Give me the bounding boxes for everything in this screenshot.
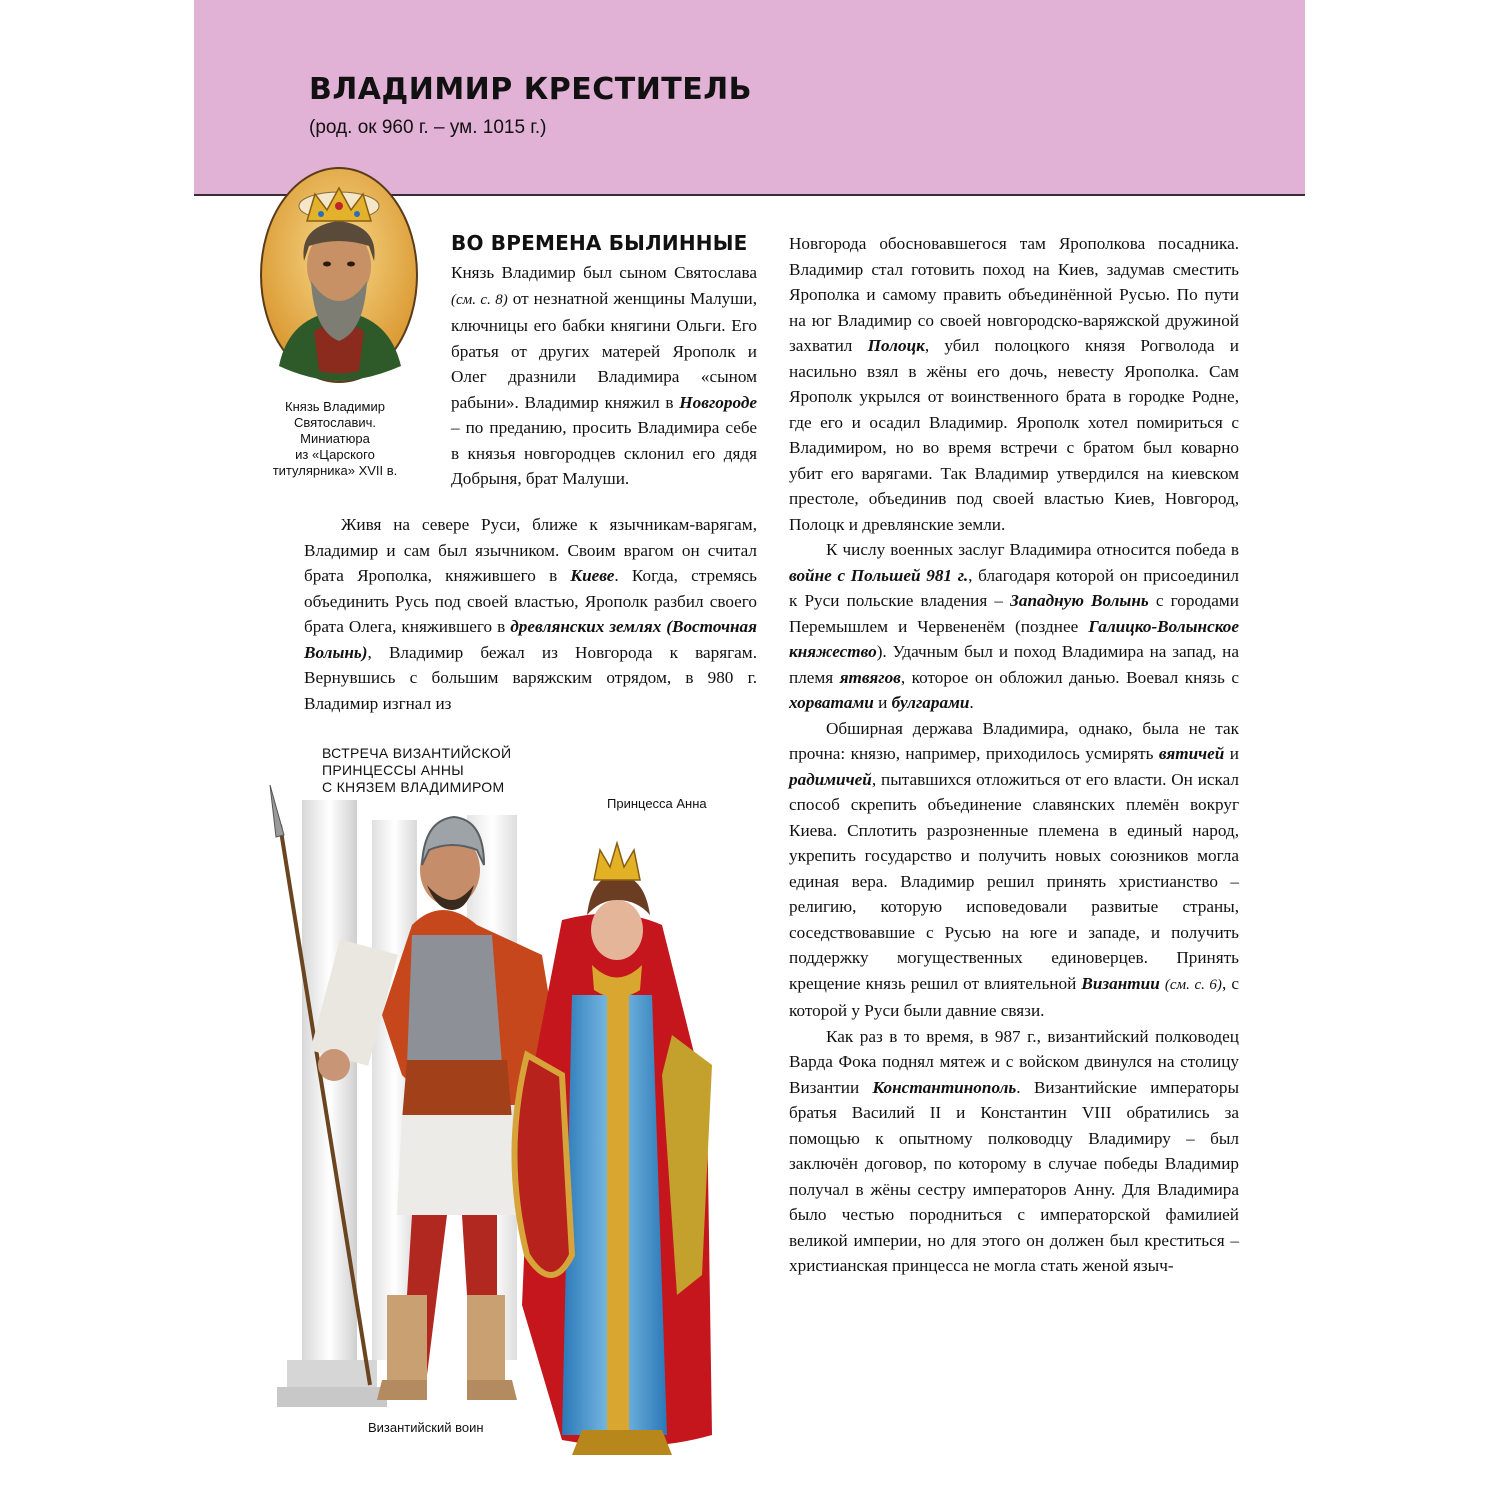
text-run: поднял мятеж и с войском двинулся на столицу Византии [789, 1052, 1240, 1097]
text-run: Обширная держава Владимира, однако, была не так прочна: князю, например, приходилось усмирять [789, 718, 1239, 763]
text-run: , где его и осадил Владимир. Ярополк хотел помириться с Владимиром, но во время встречи с братом был коварно убит его варягами. Так Владимир утвердился на киевском престоле, объединив под своей властью Киев, Новгород, Полоцк и древлянские земли. [789, 387, 1239, 534]
text-run: (см. с. 8) [451, 291, 508, 308]
illustration-title-line: ВСТРЕЧА ВИЗАНТИЙСКОЙ [322, 745, 512, 761]
column-left-bottom [304, 512, 757, 716]
text-run: и [941, 1103, 981, 1122]
text-run: Константинополь [872, 1077, 1017, 1097]
page [194, 0, 1305, 1500]
text-run: Малуши [690, 288, 753, 308]
text-run: древлянских землях (Восточная Волынь) [304, 617, 757, 662]
page-title: ВЛАДИМИР КРЕСТИТЕЛЬ [309, 72, 753, 107]
text-run: (позднее [1004, 616, 1089, 636]
text-run: Перемышлем [789, 616, 889, 636]
text-run: , брат Малуши. [517, 469, 630, 488]
text-run: , с которой у Руси были давние связи. [789, 973, 1239, 1020]
text-run: . Византийские императоры братья [789, 1077, 1239, 1122]
text-run: и [735, 341, 757, 361]
text-run: Червененём [917, 616, 1005, 636]
caption-line: Князь Владимир [285, 399, 385, 414]
text-run: Полоцк [867, 336, 925, 355]
text-run: . Для Владимира было честью породниться с императорской фамилией великой империи, но для этого он должен был креститься – христианская принцесса не могла стать женой языч- [789, 1179, 1239, 1275]
text-run: Олег [451, 367, 487, 386]
paragraph [789, 537, 1239, 716]
text-run: Святослава [674, 263, 757, 282]
portrait-caption [260, 399, 410, 479]
text-run: . Его братья от других матерей [451, 316, 757, 361]
paragraph [451, 260, 757, 492]
text-run: Родне [1191, 387, 1235, 406]
text-run: Владимир [501, 263, 576, 282]
text-run: ). Удачным был и поход Владимира на запад, на племя [789, 642, 1239, 687]
text-run: от незнатной женщины [507, 288, 691, 308]
text-run: , Владимир бежал из Новгорода к варягам. Вернувшись с большим варяжским отрядом, в 980 г. Владимир изгнал из [304, 642, 757, 713]
paragraph [304, 512, 757, 716]
text-run: Новгороде [679, 392, 757, 412]
text-run: Князь [451, 263, 502, 282]
text-run: . Когда, стремясь объединить Русь под своей властью, Ярополк разбил своего брата Олега, княжившего в [304, 566, 757, 636]
text-run: дразнили Владимира «сыном рабыни». Владимир княжил в [451, 367, 757, 412]
text-run: и [888, 616, 918, 636]
text-run: с городами [1148, 591, 1240, 610]
text-run: Византии [1081, 973, 1160, 993]
text-run: Рогволода [1140, 336, 1215, 355]
label-byzantine-warrior: Византийский воин [368, 1420, 484, 1435]
text-run: , убил полоцкого князя [924, 336, 1141, 355]
illustration-title-line: С КНЯЗЕМ ВЛАДИМИРОМ [322, 779, 505, 795]
text-run: булгарами [891, 693, 970, 712]
text-run: был сыном [575, 263, 675, 282]
illustration-image [262, 775, 762, 1465]
text-run: и насильно взял в жёны его дочь, невесту Ярополка. Сам Ярополк укрылся от воинственного брата в городке [789, 336, 1240, 406]
caption-line: титулярника» XVII в. [272, 463, 398, 478]
column-left-top [451, 231, 757, 492]
label-princess-anna: Принцесса Анна [607, 796, 707, 811]
prince-portrait-image [259, 166, 419, 384]
column-right [789, 231, 1239, 1279]
text-run: Василий II [851, 1103, 942, 1122]
text-run: Анну [1073, 1179, 1111, 1199]
text-run: и [1224, 744, 1240, 763]
text-run: Новгорода обосновавшегося там Ярополкова посадника. Владимир стал готовить поход на Киев, задумав сместить Ярополка и самому править объединённой Русью. По пути на юг Владимир со своей новгородско-варяжской дружиной захватил [789, 234, 1239, 355]
text-run: Константин VIII [980, 1103, 1112, 1122]
text-run: Ярополк [672, 341, 736, 361]
text-run: Добрыня [451, 469, 518, 488]
text-run: Как раз в то время, в 987 г., византийский полководец [826, 1026, 1239, 1046]
text-run: вятичей [1158, 744, 1225, 763]
text-run: радимичей [789, 769, 872, 789]
text-run: и [873, 693, 892, 712]
text-run: Ольги [676, 316, 722, 335]
text-run: Варда Фока [789, 1052, 877, 1071]
text-run: . [969, 693, 974, 712]
text-run: , благодаря которой он присоединил к Руси польские владения – [789, 565, 1239, 610]
paragraph [789, 231, 1239, 537]
caption-line: из «Царского [295, 447, 375, 462]
caption-line: Миниатюра [300, 431, 370, 446]
illustration-title-line: ПРИНЦЕССЫ АННЫ [322, 762, 464, 778]
text-run: Западную Волынь [1010, 591, 1149, 610]
text-run: – по преданию, просить Владимира себе в князья новгородцев склонил его дядя [451, 418, 757, 463]
text-run: Киеве [570, 566, 615, 585]
text-run: , пытавшихся отложиться от его власти. Он искал способ скрепить объединение славянских племён вокруг Киева. Сплотить разрозненные племена в единый народ, укрепить государство и получить новых союзников могла единая вера. Владимир решил принять христианство – религию, которую исповедовали развитые страны, соседствовавшие с Русью на юге и западе, и получить поддержку могущественных единоверцев. Принять крещение князь решил от влиятельной [789, 769, 1239, 993]
text-run: , которое он обложил данью. Воевал князь с [900, 667, 1239, 687]
text-run: Живя на севере Руси, ближе к язычникам-варягам, Владимир и сам был язычником. Своим врагом он считал брата Ярополка, княжившего в [304, 515, 757, 585]
text-run: Галицко-Волынское княжество [789, 616, 1239, 661]
text-run: хорватами [789, 693, 874, 712]
paragraph [789, 716, 1239, 1024]
caption-line: Святославич. [293, 415, 377, 430]
text-run: К числу военных заслуг Владимира относится победа в [826, 540, 1239, 559]
text-run: (см. с. 6) [1164, 976, 1222, 993]
section-heading: ВО ВРЕМЕНА БЫЛИННЫЕ [451, 231, 748, 255]
text-run: обратились за помощью к опытному полководцу Владимиру – был заключён договор, по которому в случае победы Владимир получал в жёны сестру императоров [789, 1103, 1239, 1199]
text-run: , ключницы его бабки княгини [451, 288, 757, 335]
text-run: войне с Польшей 981 г. [789, 565, 969, 585]
life-dates: (род. ок 960 г. – ум. 1015 г.) [309, 117, 547, 138]
paragraph [789, 1024, 1239, 1279]
text-run: ятвягов [839, 667, 901, 687]
